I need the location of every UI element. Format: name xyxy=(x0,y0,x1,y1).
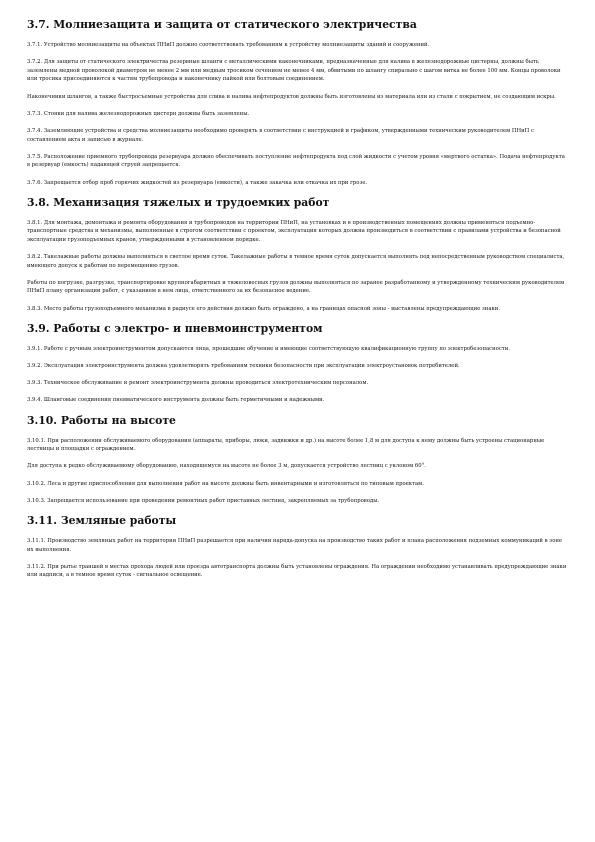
paragraph: 3.9.2. Эксплуатация электроинструмента должна удовлетворять требованиям техники безопасности при эксплуатации электроустановок потребителей. xyxy=(27,363,460,369)
paragraph: 3.11.2. При рытье траншей в местах прохода людей или проезда автотранспорта должны быть установлены ограждения. На ограждении необходимо устанавливать предупреждающие знаки или надписи, а в темное время суток - сигнальное освещение. xyxy=(27,563,567,579)
section-heading: 3.8. Механизация тяжелых и трудоемких работ xyxy=(27,195,330,209)
paragraph: 3.7.4. Заземляющие устройства и средства молниезащиты необходимо проверять в соответствии с инструкцией и графиком, утвержденными техническим руководителем ПНиП с составлением акта и записью в журнале. xyxy=(27,127,534,143)
paragraph: 3.9.4. Шланговые соединения пневматического инструмента должны быть герметичными и надежными. xyxy=(27,397,325,404)
section-heading: 3.10. Работы на высоте xyxy=(27,413,176,427)
section-heading: 3.9. Работы с электро- и пневмоинструментом xyxy=(27,321,323,335)
paragraph: Для доступа к редко обслуживаемому оборудованию, находящемуся на высоте не более 3 м, допускается устройство лестниц с уклоном 60°. xyxy=(27,463,426,470)
paragraph: Наконечники шлангов, а также быстросъемные устройства для слива и налива нефтепродуктов должны быть изготовлены из материала или из стали с покрытием, не создающим искры. xyxy=(27,93,556,100)
paragraph: 3.10.3. Запрещается использование при проведении ремонтных работ приставных лестниц, закрепляемых за трубопроводы. xyxy=(27,497,380,504)
paragraph: 3.8.1. Для монтажа, демонтажа и ремонта оборудования и трубопроводов на территории ПНиП, на установках и в производственных помещениях должны применяться подъемно-транспортные средства и механизмы, выполненные в строгом соответствии с проектом, эксплуатация которых должна производиться в соответствии с правилами устройства и безопасной эксплуатации грузоподъемных кранов, утвержденными в установленном порядке. xyxy=(27,219,561,243)
paragraph: 3.10.1. При расположении обслуживаемого оборудования (аппараты, приборы, люки, задвижки и др.) на высоте более 1,8 м для доступа к нему должны быть устроены стационарные лестницы и площадки с ограждением. xyxy=(27,437,545,453)
paragraph: 3.7.1. Устройство молниезащиты на объектах ПНиП должно соответствовать требованиям к устройству молниезащиты зданий и сооружений. xyxy=(27,42,430,48)
paragraph: Работы по погрузке, разгрузке, транспортировке крупногабаритных и тяжеловесных грузов должны выполняться по заранее разработанному и утвержденному техническим руководителем ПНиП плану организации работ, с указанием в нем лица, ответственного за их безопасное ведение. xyxy=(27,279,565,295)
paragraph: 3.8.2. Такелажные работы должны выполняться в светлое время суток. Такелажные работы в темное время суток допускается выполнять под непосредственным руководством специалиста, имеющего допуск к работам по перемещению грузов. xyxy=(27,254,565,269)
section-mechanization xyxy=(27,196,569,314)
paragraph: 3.9.3. Техническое обслуживание и ремонт электроинструмента должны проводиться электротехническим персоналом. xyxy=(27,380,369,387)
paragraph: 3.11.1. Производство земляных работ на территории ПНиП разрешается при наличии наряда-допуска на производство таких работ и плана расположения подземных коммуникаций в зоне их выполнения. xyxy=(27,537,563,553)
section-power-tools xyxy=(27,322,569,405)
section-work-at-height xyxy=(27,414,569,506)
section-heading: 3.11. Земляные работы xyxy=(27,513,177,527)
document-page xyxy=(27,18,569,588)
paragraph: 3.7.6. Запрещается отбор проб горючих жидкостей из резервуара (емкости), а также закачка или откачка их при грозе. xyxy=(27,179,368,186)
section-earthworks xyxy=(27,514,569,580)
paragraph: 3.7.3. Стояки для налива железнодорожных цистерн должны быть заземлены. xyxy=(27,110,250,117)
section-heading: 3.7. Молниезащита и защита от статического электричества xyxy=(27,18,417,31)
paragraph: 3.9.1. Работе с ручным электроинструментом допускаются лица, прошедшие обучение и имеющие соответствующую квалификационную группу по электробезопасности. xyxy=(27,345,510,352)
paragraph: 3.8.3. Место работы грузоподъемного механизма в радиусе его действия должно быть ограждено, а на границах опасной зоны - выставлены предупреждающие знаки. xyxy=(27,305,501,312)
paragraph: 3.7.5. Расположение приемного трубопровода резервуара должно обеспечивать поступление нефтепродукта под слой жидкости с учетом уровня «мертвого остатка». Подача нефтепродукта в резервуар (емкость) падающей струей запрещается. xyxy=(27,153,565,169)
paragraph: 3.7.2. Для защиты от статического электричества резервные шланги с металлическими наконечниками, предназначенные для налива в железнодорожные цистерны, должны быть заземлены медной проволокой диаметром не менее 2 мм или медным тросиком сечением не менее 4 мм, обвитыми по шлангу спирально с шагом витка не более 100 мм. Концы проволоки или тросика присоединяются к частям трубопровода и наконечнику пайкой или болтовым соединением. xyxy=(27,59,561,83)
paragraph: 3.10.2. Леса и другие приспособления для выполнения работ на высоте должны быть инвентарными и изготовляться по типовым проектам. xyxy=(27,480,424,487)
section-lightning-protection xyxy=(27,18,569,187)
